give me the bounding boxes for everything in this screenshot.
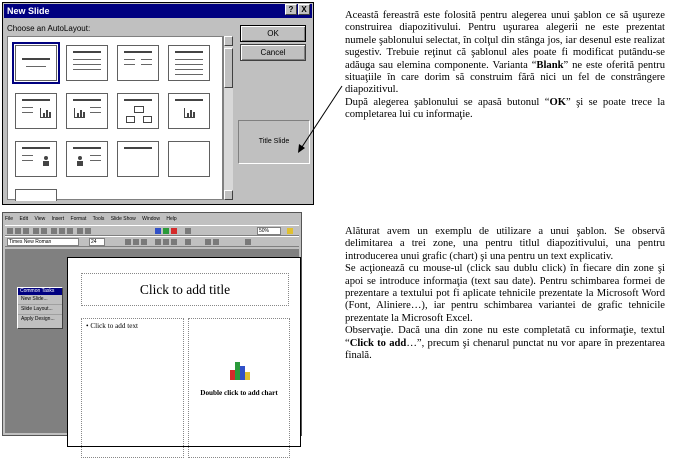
layout-text-and-clipart[interactable] bbox=[15, 141, 57, 177]
scroll-thumb[interactable] bbox=[224, 48, 233, 88]
menu-help[interactable]: Help bbox=[166, 216, 177, 222]
menu-bar bbox=[5, 215, 299, 224]
scroll-up-icon[interactable] bbox=[224, 36, 233, 46]
p1-ok-word: OK bbox=[549, 96, 566, 108]
copy-icon[interactable] bbox=[59, 228, 65, 234]
help-icon[interactable] bbox=[287, 228, 293, 234]
p2-sentence-4: …”, precum şi chenarul punctat nu vor apare în prezentarea finală. bbox=[345, 337, 665, 362]
p2-sentence-1: Alăturat avem un exemplu de utilizare a unui şablon. Se observă delimitarea a trei zone, una pentru titlul diapozitivului, una pentru introducerea unui grafic (chart) şi una pentru un text explicativ. bbox=[345, 226, 665, 262]
layout-title-only[interactable] bbox=[117, 141, 159, 177]
slide-work-area bbox=[5, 249, 299, 433]
save-icon[interactable] bbox=[23, 228, 29, 234]
chart-placeholder[interactable] bbox=[188, 318, 290, 458]
insert-clipart-icon[interactable] bbox=[171, 228, 177, 234]
menu-window[interactable]: Window bbox=[142, 216, 160, 222]
font-name-box[interactable]: Times New Roman bbox=[7, 238, 79, 246]
insert-chart-icon[interactable] bbox=[163, 228, 169, 234]
layout-two-column-text[interactable] bbox=[117, 45, 159, 81]
help-button[interactable]: ? bbox=[285, 4, 297, 15]
animation-icon[interactable] bbox=[245, 239, 251, 245]
layout-clipart-and-text[interactable] bbox=[66, 141, 108, 177]
text-placeholder[interactable]: • Click to add text bbox=[81, 318, 184, 458]
font-size-box[interactable]: 24 bbox=[89, 238, 105, 246]
print-icon[interactable] bbox=[33, 228, 39, 234]
autolayout-grid bbox=[7, 36, 223, 200]
align-left-icon[interactable] bbox=[155, 239, 161, 245]
grayscale-icon[interactable] bbox=[185, 228, 191, 234]
align-center-icon[interactable] bbox=[163, 239, 169, 245]
cancel-button[interactable]: Cancel bbox=[240, 44, 306, 61]
title-placeholder[interactable]: Click to add title bbox=[81, 273, 289, 306]
standard-toolbar bbox=[5, 225, 299, 236]
ok-button[interactable]: OK bbox=[240, 25, 306, 42]
common-tasks-title: Common Tasks bbox=[18, 288, 62, 295]
layout-name-preview: Title Slide bbox=[238, 120, 310, 164]
insert-table-icon[interactable] bbox=[155, 228, 161, 234]
spelling-icon[interactable] bbox=[41, 228, 47, 234]
paste-icon[interactable] bbox=[67, 228, 73, 234]
p2-click-to-add-word: Click to add bbox=[349, 337, 407, 349]
apply-design-task[interactable]: Apply Design... bbox=[21, 316, 55, 322]
layout-chart[interactable] bbox=[168, 93, 210, 129]
common-tasks-toolbar bbox=[17, 287, 63, 329]
menu-format[interactable]: Format bbox=[70, 216, 87, 222]
layout-title-slide[interactable] bbox=[15, 45, 57, 81]
bold-icon[interactable] bbox=[125, 239, 131, 245]
new-slide-task[interactable]: New Slide... bbox=[18, 295, 62, 305]
scroll-down-icon[interactable] bbox=[224, 190, 233, 200]
layout-scrollbar[interactable] bbox=[223, 36, 233, 200]
layout-organization-chart[interactable] bbox=[117, 93, 159, 129]
text-placeholder-label: Click to add text bbox=[90, 322, 139, 330]
slide-layout-task[interactable]: Slide Layout... bbox=[18, 305, 62, 315]
chart-icon bbox=[228, 360, 250, 380]
close-button[interactable]: X bbox=[298, 4, 310, 15]
layout-blank[interactable] bbox=[168, 141, 210, 177]
layout-chart-and-text[interactable] bbox=[66, 93, 108, 129]
increase-font-icon[interactable] bbox=[205, 239, 211, 245]
dialog-title: New Slide bbox=[4, 4, 312, 18]
powerpoint-window bbox=[2, 212, 302, 436]
p1-blank-word: Blank bbox=[536, 59, 564, 71]
align-right-icon[interactable] bbox=[171, 239, 177, 245]
menu-view[interactable]: View bbox=[34, 216, 46, 222]
p1-sentence-2: ” ne este oferită pentru situaţiile în care dorim să construim fără nici un fel de constrângere diapozitivul. bbox=[345, 59, 665, 96]
p2-sentence-2: Se acţionează cu mouse-ul (click sau dublu click) în fiecare din zone şi apoi se introduce informaţia (text sau date). Pentru schimbarea formei de prezentare a textului pot fi aplicate tehnicile prezentate la Microsoft Word (Font, Aliniere…), iar pentru schimbarea variantei de grafic tehnicile prezentate la Microsoft Excel. bbox=[345, 263, 665, 324]
slide-canvas bbox=[67, 257, 301, 447]
italic-icon[interactable] bbox=[133, 239, 139, 245]
layout-text-and-chart[interactable] bbox=[15, 93, 57, 129]
menu-tools[interactable]: Tools bbox=[92, 216, 105, 222]
new-slide-dialog bbox=[2, 2, 314, 205]
zoom-box[interactable]: 50% bbox=[257, 227, 281, 235]
p1-sentence-4: ” şi se poate trece la completarea lui cu informaţie. bbox=[345, 96, 665, 121]
paragraph-template-example bbox=[345, 226, 665, 362]
undo-icon[interactable] bbox=[77, 228, 83, 234]
redo-icon[interactable] bbox=[85, 228, 91, 234]
cut-icon[interactable] bbox=[51, 228, 57, 234]
p2-sentence-3: Observaţie. Dacă una din zone nu este completată cu informaţie, textul “ bbox=[345, 325, 665, 349]
menu-insert[interactable]: Insert bbox=[51, 216, 65, 222]
layout-bulleted-list[interactable] bbox=[66, 45, 108, 81]
formatting-toolbar bbox=[5, 236, 299, 247]
paragraph-dialog-description bbox=[345, 10, 665, 122]
menu-file[interactable]: File bbox=[5, 216, 14, 222]
bullets-icon[interactable] bbox=[185, 239, 191, 245]
decrease-font-icon[interactable] bbox=[213, 239, 219, 245]
open-icon[interactable] bbox=[15, 228, 21, 234]
menu-slide-show[interactable]: Slide Show bbox=[110, 216, 136, 222]
layout-more[interactable] bbox=[15, 189, 57, 201]
underline-icon[interactable] bbox=[141, 239, 147, 245]
p1-sentence-3: După alegerea şablonului se apasă butonul “ bbox=[345, 96, 550, 108]
layout-table[interactable] bbox=[168, 45, 210, 81]
choose-autolayout-label: Choose an AutoLayout: bbox=[7, 24, 91, 33]
chart-placeholder-label: Double click to add chart bbox=[200, 389, 278, 397]
menu-edit[interactable]: Edit bbox=[19, 216, 29, 222]
new-icon[interactable] bbox=[7, 228, 13, 234]
p1-sentence-1: Această fereastră este folosită pentru alegerea unui şablon ce să uşureze construirea diapozitivului. Pentru uşurarea alegerii ne este prezentat numele şablonului selectat, în colţul din stânga jos, iar desenul este realizat sugestiv. Trebuie reţinut că şablonul ales poate fi modificat putându-se adăuga sau elemina componente. Varianta “ bbox=[345, 10, 665, 71]
